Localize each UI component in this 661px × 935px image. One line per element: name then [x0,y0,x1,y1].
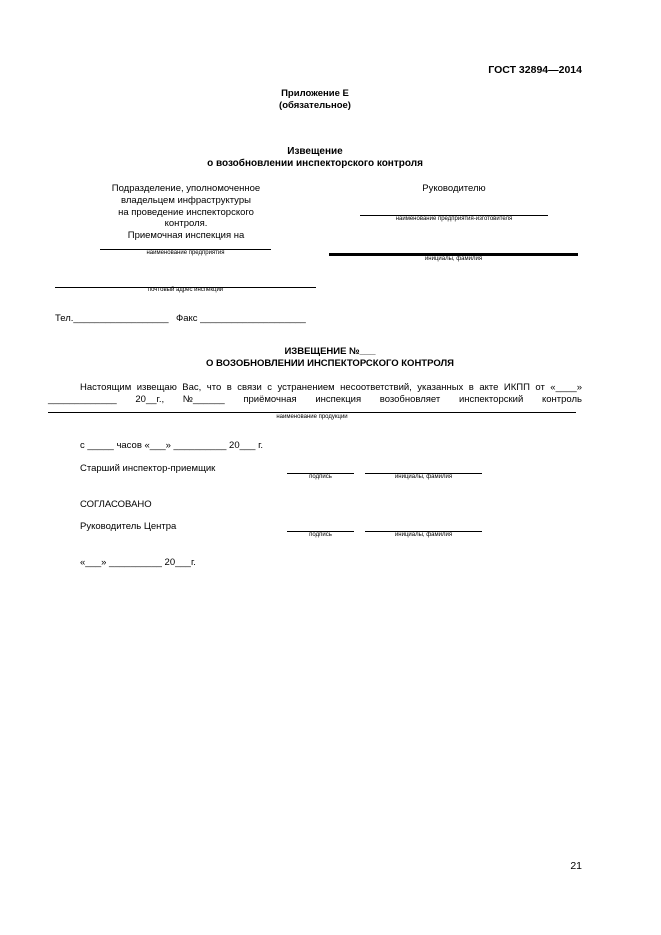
recipient-initials-caption: инициалы, фамилия [424,256,483,262]
notice-paragraph-line1: Настоящим извещаю Вас, что в связи с устранением несоответствий, указанных в акте ИКПП от «____» [80,382,582,393]
product-name-caption: наименование продукции [276,414,348,420]
left-block-line1: Подразделение, уполномоченное [111,183,261,194]
senior-inspector-label: Старший инспектор-приемщик [80,463,216,474]
inspection-address-caption: почтовый адрес инспекции [147,287,224,293]
date-line: «___» __________ 20___г. [80,557,196,568]
paragraph-word: 20__г., [135,394,165,405]
appendix-subtitle: (обязательное) [279,100,351,111]
head-signature-caption: подпись [309,532,332,538]
paragraph-word: инспекция [315,394,362,405]
paragraph-word: инспекторский [458,394,524,405]
recipient-title: Руководителю [422,183,486,194]
resumption-time-line: с _____ часов «___» __________ 20___ г. [80,440,264,451]
left-block-line2: владельцем инфраструктуры [121,195,251,206]
product-name-line [48,412,576,413]
notice-heading-subject: О ВОЗОБНОВЛЕНИИ ИНСПЕКТОРСКОГО КОНТРОЛЯ [206,358,454,369]
paragraph-word: №______ [182,394,225,405]
left-block-line5: Приемочная инспекция на [127,230,245,241]
senior-signature-caption: подпись [309,474,332,480]
enterprise-name-caption: наименование предприятия [146,250,225,256]
notice-title-line1: Извещение [287,146,343,157]
left-block-line3: на проведение инспекторского [118,207,254,218]
fax-field: Факс ____________________ [176,313,306,324]
standard-number: ГОСТ 32894—2014 [488,64,582,76]
paragraph-word: контроль [541,394,582,405]
senior-initials-caption: инициалы, фамилия [394,474,453,480]
notice-title-line2: о возобновлении инспекторского контроля [207,158,423,169]
appendix-title: Приложение Е [281,88,349,99]
paragraph-word: возобновляет [379,394,441,405]
left-block-line4: контроля. [164,218,208,229]
notice-heading-number: ИЗВЕЩЕНИЕ №___ [284,346,376,357]
manufacturer-name-caption: наименование предприятия-изготовителя [395,216,513,222]
paragraph-word: _____________ [48,394,117,405]
head-initials-caption: инициалы, фамилия [394,532,453,538]
notice-paragraph-line2 [48,394,582,405]
paragraph-word: приёмочная [243,394,297,405]
page-number: 21 [570,860,582,872]
head-of-center-label: Руководитель Центра [80,521,177,532]
approved-label: СОГЛАСОВАНО [80,499,152,510]
phone-field: Тел.__________________ [55,313,169,324]
